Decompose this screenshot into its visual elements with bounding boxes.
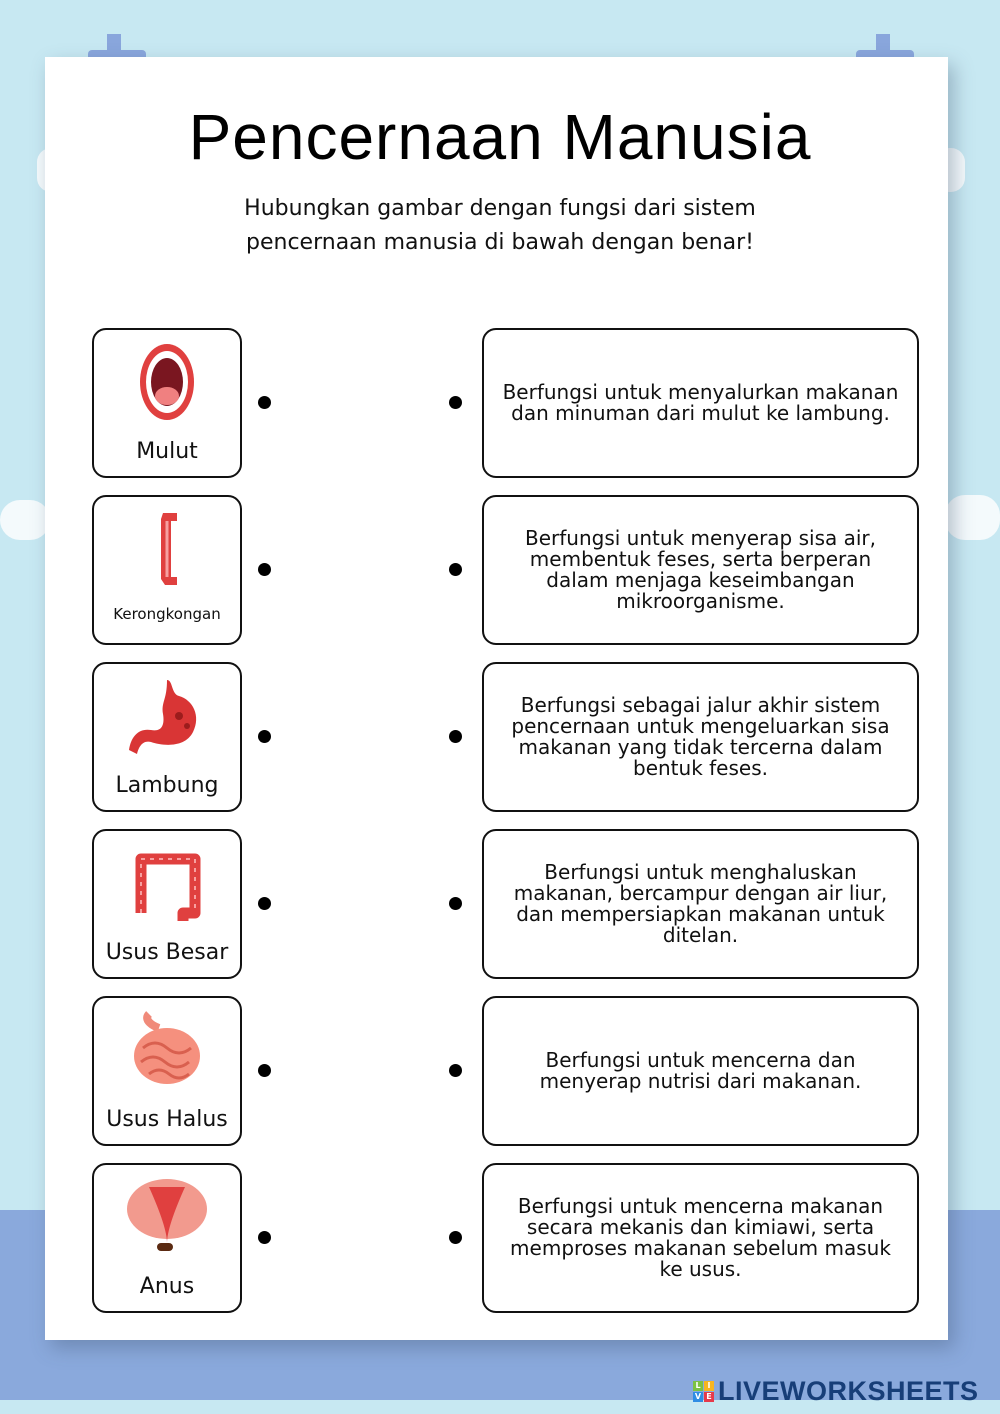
organ-label: Anus — [139, 1274, 195, 1299]
left-connector-dot[interactable] — [258, 897, 271, 910]
function-text: Berfungsi untuk mencerna dan menyerap nutrisi dari makanan. — [539, 1048, 862, 1093]
organ-label: Usus Besar — [105, 940, 229, 965]
function-card[interactable] — [482, 662, 919, 812]
logo-letter: L — [693, 1381, 703, 1391]
logo-letter: V — [694, 1392, 702, 1401]
right-connector-dot[interactable] — [449, 1064, 462, 1077]
instructions-line: Hubungkan gambar dengan fungsi dari sistem — [244, 196, 756, 221]
logo-letter: E — [704, 1392, 714, 1402]
cloud-decoration — [0, 500, 50, 540]
organ-card[interactable] — [92, 662, 242, 812]
right-connector-dot[interactable] — [449, 563, 462, 576]
function-card[interactable] — [482, 495, 919, 645]
logo-letter: I — [704, 1381, 714, 1391]
function-card[interactable] — [482, 1163, 919, 1313]
function-text: Berfungsi untuk menghaluskan makanan, bercampur dengan air liur, dan mempersiapkan makanan untuk ditelan. — [513, 860, 888, 947]
function-card[interactable] — [482, 328, 919, 478]
function-text: Berfungsi untuk mencerna makanan secara mekanis dan kimiawi, serta memproses makanan sebelum masuk ke usus. — [510, 1194, 891, 1281]
left-connector-dot[interactable] — [258, 1231, 271, 1244]
organ-label: Usus Halus — [106, 1107, 228, 1132]
cloud-decoration — [945, 495, 1000, 540]
organ-label: Mulut — [136, 439, 198, 464]
right-connector-dot[interactable] — [449, 396, 462, 409]
instructions-line: pencernaan manusia di bawah dengan benar! — [246, 230, 754, 255]
right-connector-dot[interactable] — [449, 1231, 462, 1244]
logo-squares — [693, 1381, 714, 1402]
function-text: Berfungsi sebagai jalur akhir sistem pencernaan untuk mengeluarkan sisa makanan yang tidak tercerna dalam bentuk feses. — [511, 693, 890, 780]
brand-name: LIVEWORKSHEETS — [718, 1376, 979, 1406]
left-connector-dot[interactable] — [258, 396, 271, 409]
esophagus-icon — [127, 509, 207, 589]
function-card[interactable] — [482, 996, 919, 1146]
small-intestine-icon — [127, 1010, 207, 1090]
large-intestine-icon — [127, 843, 207, 923]
organ-card[interactable] — [92, 495, 242, 645]
organ-label: Lambung — [115, 773, 219, 798]
left-connector-dot[interactable] — [258, 1064, 271, 1077]
function-text: Berfungsi untuk menyalurkan makanan dan minuman dari mulut ke lambung. — [502, 380, 899, 425]
left-connector-dot[interactable] — [258, 563, 271, 576]
function-text: Berfungsi untuk menyerap sisa air, membentuk feses, serta berperan dalam menjaga keseimbangan mikroorganisme. — [524, 526, 876, 613]
left-connector-dot[interactable] — [258, 730, 271, 743]
organ-card[interactable] — [92, 996, 242, 1146]
organ-card[interactable] — [92, 1163, 242, 1313]
right-connector-dot[interactable] — [449, 897, 462, 910]
instructions — [0, 192, 1000, 260]
liveworksheets-logo — [693, 1376, 979, 1407]
mouth-icon — [127, 342, 207, 422]
stomach-icon — [127, 676, 207, 756]
organ-card[interactable] — [92, 328, 242, 478]
page-title: Pencernaan Manusia — [188, 101, 812, 173]
function-card[interactable] — [482, 829, 919, 979]
organ-label: Kerongkongan — [113, 605, 221, 623]
organ-card[interactable] — [92, 829, 242, 979]
right-connector-dot[interactable] — [449, 730, 462, 743]
anus-icon — [127, 1177, 207, 1257]
